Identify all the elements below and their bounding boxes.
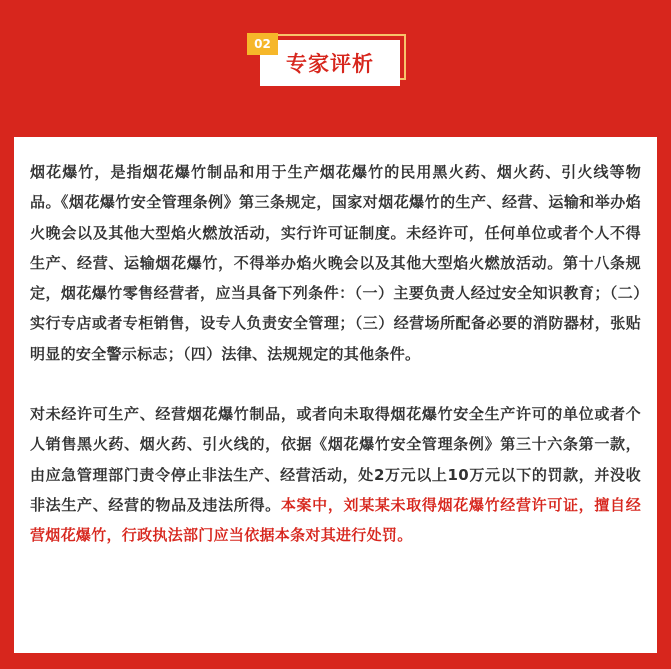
paragraph-2-text: 对未经许可生产、经营烟花爆竹制品，或者向未取得烟花爆竹安全生产许可的单位或者个人销售黑火药、烟火药、引火线的，依据《烟花爆竹安全管理条例》第三十六条第一款，由应急管理部门责令停止非法生产、经营活动，处2万元以上10万元以下的罚款，并没收非法生产、经营的物品及违法所得。 — [30, 405, 641, 514]
header-title-box — [260, 40, 400, 86]
section-title: 专家评析 — [286, 52, 374, 76]
section-number-badge: 02 — [247, 33, 278, 55]
case-conclusion-highlight: 本案中，刘某某未取得烟花爆竹经营许可证，擅自经营烟花爆竹，行政执法部门应当依据本条对其进行处罚。 — [30, 495, 641, 545]
analysis-paragraph-1: 烟花爆竹，是指烟花爆竹制品和用于生产烟花爆竹的民用黑火药、烟火药、引火线等物品。《烟花爆竹安全管理条例》第三条规定，国家对烟花爆竹的生产、经营、运输和举办焰火晚会以及其他大型焰火燃放活动，实行许可证制度。未经许可，任何单位或者个人不得生产、经营、运输烟花爆竹，不得举办焰火晚会以及其他大型焰火燃放活动。第十八条规定，烟花爆竹零售经营者，应当具备下列条件：（一）主要负责人经过安全知识教育；（二）实行专店或者专柜销售，设专人负责安全管理；（三）经营场所配备必要的消防器材，张贴明显的安全警示标志；（四）法律、法规规定的其他条件。 — [30, 163, 641, 363]
content-card — [14, 137, 657, 653]
analysis-paragraph-2 — [30, 399, 641, 550]
